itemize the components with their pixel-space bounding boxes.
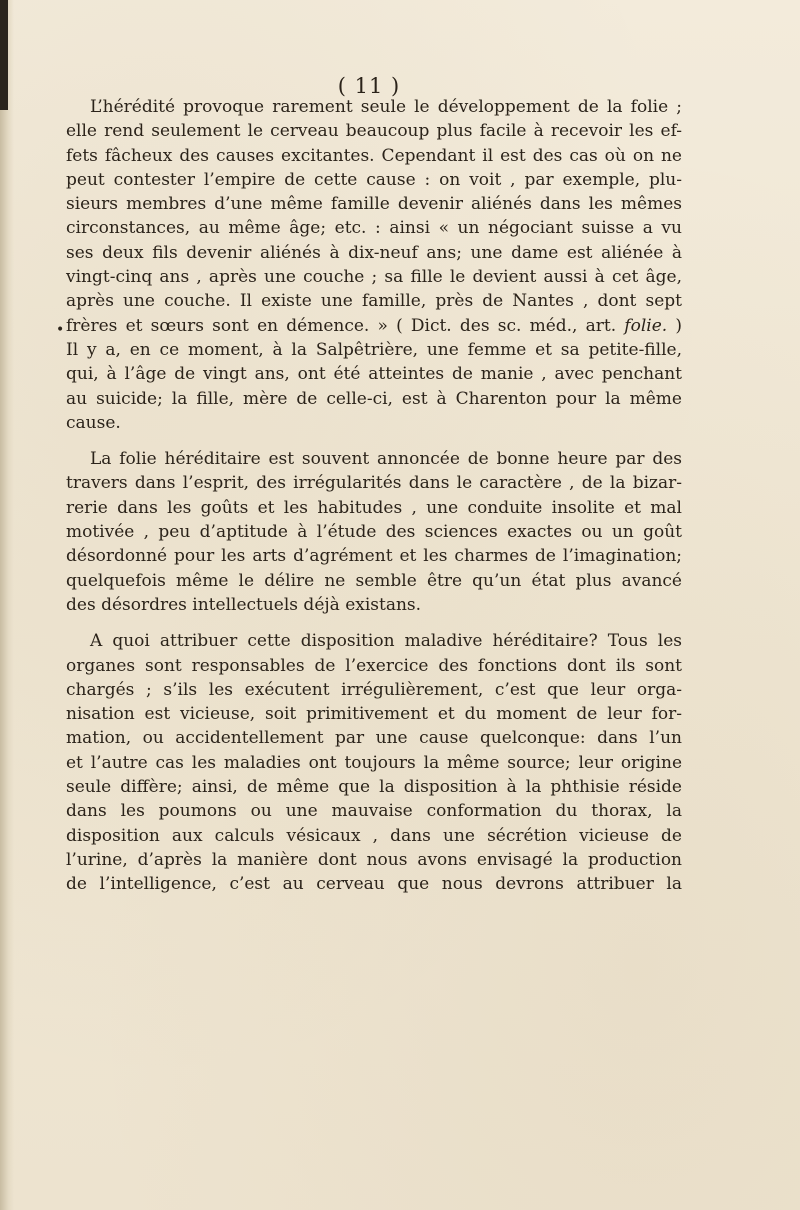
paragraph-gap [66,617,682,629]
text-line: sieurs membres d’une même famille devenir aliénés dans les mêmes [66,194,682,215]
text-line: cause. [66,412,121,433]
text-line: Il y a, en ce moment, à la Salpêtrière, une femme et sa petite-fille, [66,339,682,360]
text-line: quelquefois même le délire ne semble être qu’un état plus avancé [66,570,682,591]
citation-close: ) [667,315,682,336]
text-line: après une couche. Il existe une famille, près de Nantes , dont sept [66,291,682,312]
text-line: organes sont responsables de l’exercice des fonctions dont ils sont [66,655,682,676]
text-line: disposition aux calculs vésicaux , dans une sécrétion vicieuse de [66,825,682,846]
text-line: travers dans l’esprit, des irrégularités dans le caractère , de la bizar- [66,473,682,494]
margin-dot: • [56,322,65,338]
text-line: vingt-cinq ans , après une couche ; sa fille le devient aussi à cet âge, [66,267,682,288]
text-line: A quoi attribuer cette disposition maladive héréditaire? Tous les [90,631,682,652]
text-line: mation, ou accidentellement par une cause quelconque: dans l’un [66,728,682,749]
text-line: chargés ; s’ils les exécutent irrégulièrement, c’est que leur orga- [66,679,682,700]
paragraph-3 [66,629,682,896]
text-line: circonstances, au même âge; etc. : ainsi « un négociant suisse a vu [66,218,682,239]
citation-italic: folie. [624,315,668,336]
paragraph-gap [66,435,682,447]
citation-line [66,314,682,338]
text-line: ses deux fils devenir aliénés à dix-neuf ans; une dame est aliénée à [66,242,682,263]
text-line: nisation est vicieuse, soit primitivement et du moment de leur for- [66,704,682,725]
text-line: L’hérédité provoque rarement seule le développement de la folie ; [90,97,682,117]
text-line: elle rend seulement le cerveau beaucoup plus facile à recevoir les ef- [66,121,682,142]
text-line: et l’autre cas les maladies ont toujours la même source; leur origine [66,752,682,773]
page-number: ( 11 ) [337,74,401,98]
text-line: l’urine, d’après la manière dont nous avons envisagé la production [66,849,682,870]
text-line: rerie dans les goûts et les habitudes , une conduite insolite et mal [66,497,682,518]
text-line: motivée , peu d’aptitude à l’étude des sciences exactes ou un goût [66,522,682,543]
paragraph-2 [66,447,682,617]
text-line: dans les poumons ou une mauvaise conformation du thorax, la [66,801,682,822]
body-text [66,95,682,897]
text-line: fets fâcheux des causes excitantes. Cependant il est des cas où on ne [66,145,682,166]
text-line: de l’intelligence, c’est au cerveau que nous devrons attribuer la [66,874,682,895]
text-line: seule diffère; ainsi, de même que la disposition à la phthisie réside [66,777,682,798]
citation-text: frères et sœurs sont en démence. » ( Dict. des sc. méd., art. [66,315,625,336]
text-line: au suicide; la fille, mère de celle-ci, est à Charenton pour la même [66,388,682,409]
text-line: des désordres intellectuels déjà existans. [66,594,422,615]
text-line: qui, à l’âge de vingt ans, ont été atteintes de manie , avec penchant [66,364,682,385]
page-gutter-shadow [0,0,14,1210]
text-line: désordonné pour les arts d’agrément et les charmes de l’imagination; [66,546,682,567]
text-line: La folie héréditaire est souvent annoncée de bonne heure par des [90,449,682,470]
paragraph-1 [66,95,682,435]
text-line: peut contester l’empire de cette cause : on voit , par exemple, plu- [66,169,682,190]
